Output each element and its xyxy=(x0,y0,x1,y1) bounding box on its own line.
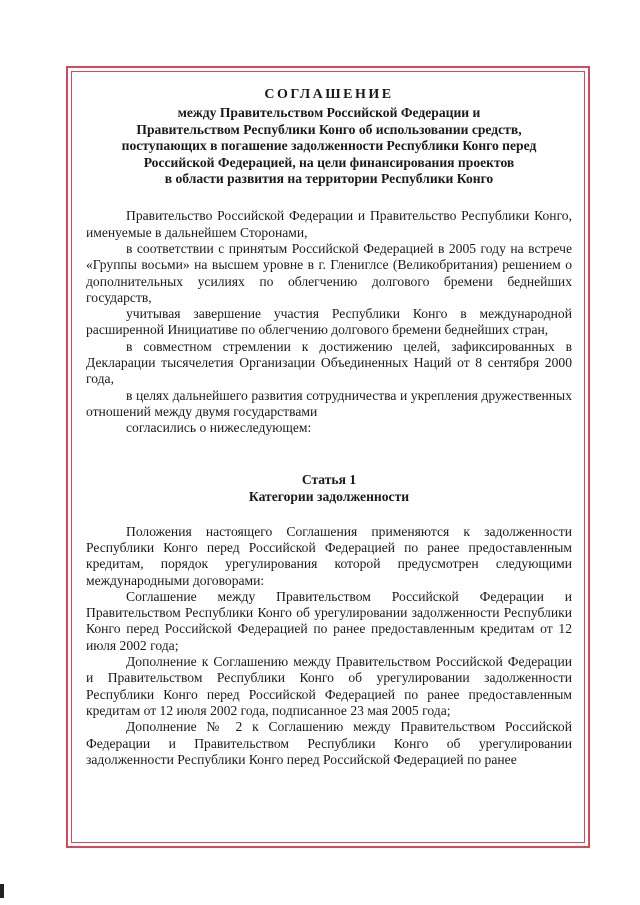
article-paragraph: Дополнение к Соглашению между Правительством Российской Федерации и Правительством Республики Конго об урегулировании задолженности Республики Конго перед Российской Федерацией по ранее предоставленным кредитам от 12 июля 2002 года, подписанное 23 мая 2005 года; xyxy=(86,654,572,718)
article-paragraph: Соглашение между Правительством Российской Федерации и Правительством Республики Конго об урегулировании задолженности Республики Конго перед Российской Федерацией по ранее предоставленным кредитам от 12 июля 2002 года; xyxy=(86,588,572,653)
preamble-paragraph: в совместном стремлении к достижению целей, зафиксированных в Декларации тысячелетия Организации Объединенных Наций от 8 сентября 2000 года, xyxy=(86,338,572,387)
article-title: Категории задолженности xyxy=(248,489,410,505)
preamble-paragraph: в соответствии с принятым Российской Федерацией в 2005 году на встрече «Группы восьми» на высшем уровне в г. Глениглсе (Великобритания) решением о дополнительных усилиях по облегчению долгового бремени беднейших государств, xyxy=(86,240,572,305)
scan-edge-mark xyxy=(0,884,4,898)
article-paragraph: Дополнение № 2 к Соглашению между Правительством Российской Федерации и Правительством Республики Конго об урегулировании задолженности Республики Конго перед Российской Федерацией по ранее xyxy=(86,719,572,767)
document-body xyxy=(86,87,572,768)
preamble-paragraph: Правительство Российской Федерации и Правительство Республики Конго, именуемые в дальнейшем Сторонами, xyxy=(86,208,572,240)
article-body xyxy=(86,524,572,768)
document-subtitle xyxy=(86,105,572,187)
subtitle-line: поступающих в погашение задолженности Республики Конго перед xyxy=(121,138,537,154)
preamble xyxy=(86,208,572,436)
preamble-paragraph: учитывая завершение участия Республики Конго в международной расширенной Инициативе по облегчению долгового бремени беднейших стран, xyxy=(86,306,572,338)
subtitle-line: Российской Федерацией, на цели финансирования проектов xyxy=(143,154,515,170)
document-title: СОГЛАШЕНИЕ xyxy=(264,87,394,102)
subtitle-line: в области развития на территории Республики Конго xyxy=(164,170,494,186)
subtitle-line: Правительством Республики Конго об использовании средств, xyxy=(136,121,522,137)
preamble-paragraph: в целях дальнейшего развития сотрудничества и укрепления дружественных отношений между двумя государствами xyxy=(86,387,572,419)
article-heading xyxy=(86,472,572,505)
subtitle-line: между Правительством Российской Федерации и xyxy=(177,105,481,121)
article-number: Статья 1 xyxy=(301,472,357,488)
preamble-paragraph: согласились о нижеследующем: xyxy=(126,420,312,436)
article-paragraph: Положения настоящего Соглашения применяются к задолженности Республики Конго перед Российской Федерацией по ранее предоставленным кредитам, порядок урегулирования которой предусмотрен следующими международными договорами: xyxy=(86,523,572,588)
